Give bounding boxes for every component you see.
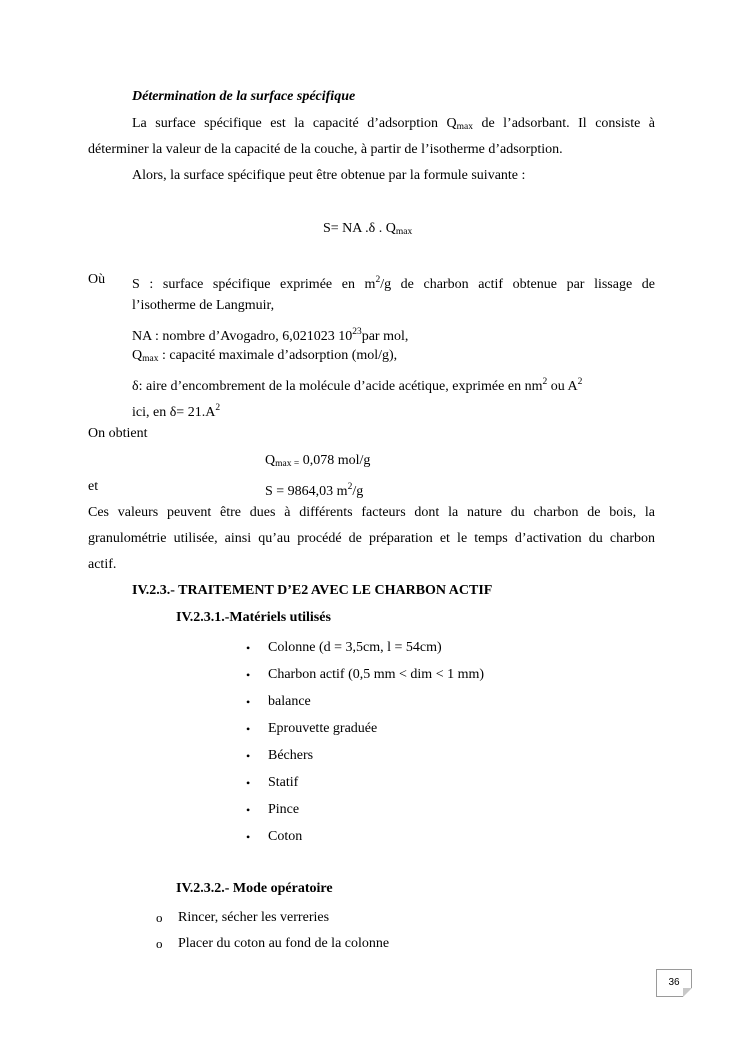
bullet-icon: • [246, 668, 251, 682]
definition-here: ici, en $\delta= 21.A^2$ [132, 403, 221, 420]
bullet-icon: • [246, 830, 251, 844]
bullet-icon: • [246, 803, 251, 817]
paragraph-1-line-1: La surface spécifique est la capacité d’adsorption $Q_{max}$ de l’adsorbant. Il consiste à [132, 116, 656, 132]
list-item: Placer du coton au fond de la colonne [178, 936, 390, 951]
result-s-label: et [88, 479, 99, 494]
list-item: Colonne (d = 3,5cm, l = 54cm) [268, 640, 442, 655]
definition-delta: δ: aire d’encombrement de la molécule d’acide acétique, exprimée en $nm^2$ ou $A^2$ [132, 377, 583, 394]
list-item: Coton [268, 829, 303, 844]
page-number: 36 [656, 969, 692, 997]
bullet-icon: • [246, 776, 251, 790]
definition-qmax: $Q_{max}$ : capacité maximale d’adsorption (mol/g), [132, 348, 398, 364]
paragraph-3-line-3: actif. [88, 557, 117, 572]
paragraph-1-line-2: déterminer la valeur de la capacité de la couche, à partir de l’isotherme d’adsorption. [88, 142, 563, 157]
obtained-label: On obtient [88, 426, 148, 441]
heading-iv-2-3: IV.2.3.- TRAITEMENT D’E2 AVEC LE CHARBON ACTIF [132, 583, 493, 598]
heading-iv-2-3-1: IV.2.3.1.-Matériels utilisés [176, 610, 331, 625]
bullet-icon: • [246, 695, 251, 709]
list-item: Pince [268, 802, 300, 817]
section-heading: Détermination de la surface spécifique [132, 89, 356, 104]
paragraph-2: Alors, la surface spécifique peut être obtenue par la formule suivante : [132, 168, 526, 183]
formula: S= NA .δ . $Q_{max}$ [323, 221, 413, 237]
page-fold-icon [683, 988, 692, 997]
bullet-icon: • [246, 641, 251, 655]
list-item: Charbon actif (0,5 mm < dim < 1 mm) [268, 667, 485, 682]
paragraph-3-line-1: Ces valeurs peuvent être dues à différents facteurs dont la nature du charbon de bois, la [88, 505, 655, 520]
definition-na: NA : nombre d’Avogadro, 6,021023 $10^{23}par$ mol, [132, 327, 409, 344]
definition-s-continued: l’isotherme de Langmuir, [132, 298, 275, 313]
circle-bullet-icon: o [156, 936, 163, 951]
list-item: Béchers [268, 748, 314, 763]
result-s: S = 9864,03 $m^2/g$ [265, 482, 364, 499]
circle-bullet-icon: o [156, 910, 163, 925]
list-item: Rincer, sécher les verreries [178, 910, 330, 925]
heading-iv-2-3-2: IV.2.3.2.- Mode opératoire [176, 881, 333, 896]
bullet-icon: • [246, 749, 251, 763]
paragraph-3-line-2: granulométrie utilisée, ainsi qu’au procédé de préparation et le temps d’activation du charbon [88, 531, 655, 546]
where-label: Où [88, 272, 106, 287]
list-item: balance [268, 694, 311, 709]
result-qmax: $Q_{max =}$ 0,078 mol/g [265, 453, 371, 469]
list-item: Eprouvette graduée [268, 721, 378, 736]
bullet-icon: • [246, 722, 251, 736]
list-item: Statif [268, 775, 299, 790]
definition-s: S : surface spécifique exprimée en $m^2/g$ de charbon actif obtenue par lissage de [132, 275, 655, 292]
